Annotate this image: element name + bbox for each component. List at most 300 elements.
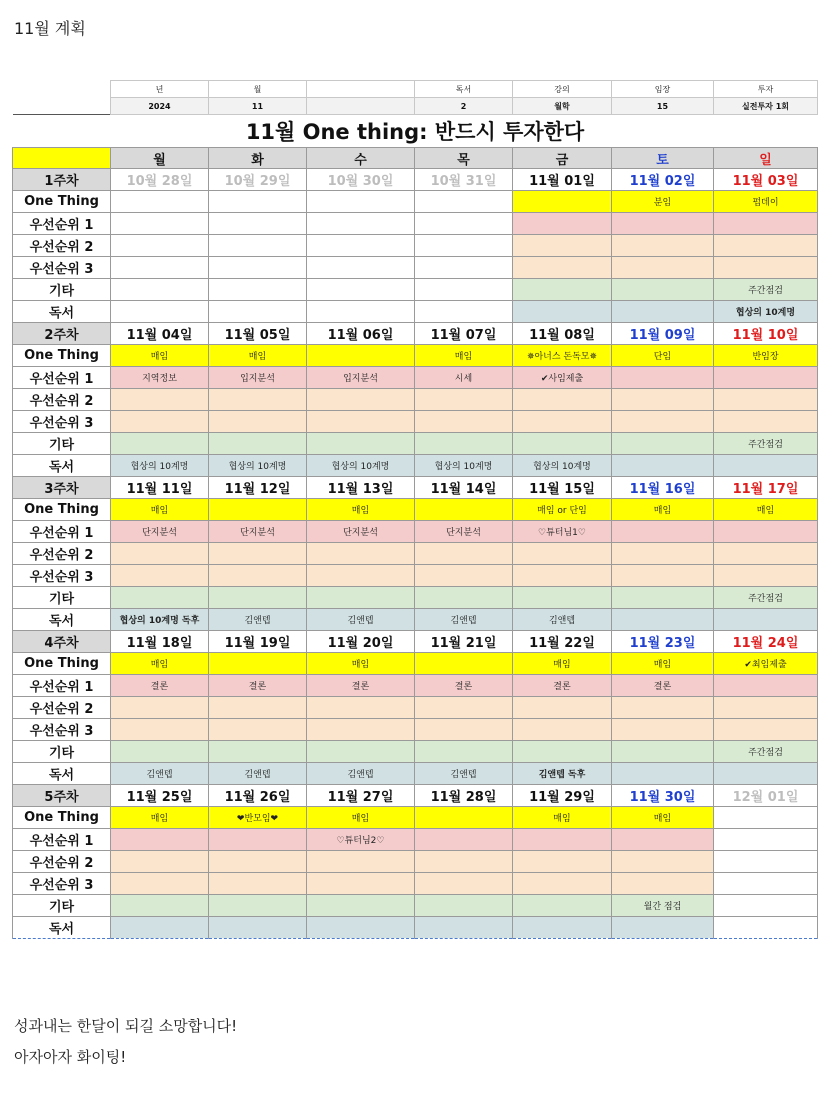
plan-cell[interactable]: 결론 — [111, 675, 209, 697]
date-cell[interactable]: 11월 24일 — [714, 631, 818, 653]
date-cell[interactable]: 10월 28일 — [111, 169, 209, 191]
date-cell[interactable]: 11월 20일 — [307, 631, 415, 653]
row-label[interactable]: 우선순위 2 — [13, 235, 111, 257]
row-label[interactable]: 우선순위 1 — [13, 829, 111, 851]
plan-cell[interactable]: 주간점검 — [714, 587, 818, 609]
date-cell[interactable]: 11월 06일 — [307, 323, 415, 345]
date-cell[interactable]: 11월 12일 — [209, 477, 307, 499]
plan-cell[interactable] — [307, 235, 415, 257]
plan-cell[interactable]: 매임 — [714, 499, 818, 521]
plan-cell[interactable]: 김앤텝 — [111, 763, 209, 785]
plan-cell[interactable] — [209, 653, 307, 675]
meta-value[interactable]: 11 — [209, 98, 307, 115]
plan-cell[interactable] — [513, 895, 612, 917]
plan-cell[interactable] — [209, 257, 307, 279]
date-cell[interactable]: 11월 28일 — [415, 785, 513, 807]
date-cell[interactable]: 11월 11일 — [111, 477, 209, 499]
plan-cell[interactable] — [415, 279, 513, 301]
date-cell[interactable]: 11월 01일 — [513, 169, 612, 191]
plan-cell[interactable]: 협상의 10계명 — [415, 455, 513, 477]
plan-cell[interactable] — [513, 543, 612, 565]
plan-cell[interactable] — [415, 191, 513, 213]
plan-cell[interactable]: 김앤텝 — [307, 763, 415, 785]
meta-key[interactable]: 독서 — [415, 81, 513, 98]
plan-cell[interactable]: 매임 — [415, 345, 513, 367]
plan-cell[interactable]: 매임 — [307, 653, 415, 675]
plan-cell[interactable]: 시세 — [415, 367, 513, 389]
plan-cell[interactable]: 단지분석 — [307, 521, 415, 543]
row-label[interactable]: 독서 — [13, 763, 111, 785]
plan-cell[interactable]: ✔최임제출 — [714, 653, 818, 675]
date-cell[interactable]: 11월 05일 — [209, 323, 307, 345]
meta-value[interactable] — [307, 98, 415, 115]
plan-cell[interactable]: 매임 — [513, 807, 612, 829]
plan-cell[interactable] — [415, 895, 513, 917]
date-cell[interactable]: 11월 03일 — [714, 169, 818, 191]
plan-cell[interactable] — [714, 235, 818, 257]
plan-cell[interactable] — [111, 257, 209, 279]
plan-cell[interactable] — [612, 697, 714, 719]
plan-cell[interactable] — [612, 389, 714, 411]
date-cell[interactable]: 11월 07일 — [415, 323, 513, 345]
plan-cell[interactable] — [111, 301, 209, 323]
plan-cell[interactable] — [415, 235, 513, 257]
plan-cell[interactable]: 매임 — [513, 653, 612, 675]
date-cell[interactable]: 10월 31일 — [415, 169, 513, 191]
plan-cell[interactable] — [111, 719, 209, 741]
plan-cell[interactable]: ♡튜터님1♡ — [513, 521, 612, 543]
plan-cell[interactable]: 월간 점검 — [612, 895, 714, 917]
plan-cell[interactable] — [415, 411, 513, 433]
plan-cell[interactable]: 매임 — [307, 499, 415, 521]
plan-cell[interactable]: 단지분석 — [209, 521, 307, 543]
meta-key[interactable] — [307, 81, 415, 98]
date-cell[interactable]: 11월 09일 — [612, 323, 714, 345]
plan-cell[interactable] — [612, 433, 714, 455]
date-cell[interactable]: 12월 01일 — [714, 785, 818, 807]
plan-cell[interactable] — [209, 433, 307, 455]
row-label[interactable]: 독서 — [13, 301, 111, 323]
plan-cell[interactable] — [714, 917, 818, 939]
plan-cell[interactable] — [513, 433, 612, 455]
plan-cell[interactable] — [714, 213, 818, 235]
plan-cell[interactable] — [714, 851, 818, 873]
plan-cell[interactable] — [612, 543, 714, 565]
plan-cell[interactable]: ✔사임제출 — [513, 367, 612, 389]
plan-cell[interactable] — [307, 213, 415, 235]
row-label[interactable]: 우선순위 3 — [13, 411, 111, 433]
plan-cell[interactable]: 주간점검 — [714, 279, 818, 301]
plan-cell[interactable] — [209, 565, 307, 587]
plan-cell[interactable] — [209, 587, 307, 609]
plan-cell[interactable]: ❤반모임❤ — [209, 807, 307, 829]
plan-cell[interactable]: 김앤텝 — [513, 609, 612, 631]
row-label[interactable]: 기타 — [13, 433, 111, 455]
row-label[interactable]: 우선순위 2 — [13, 389, 111, 411]
plan-cell[interactable]: 주간점검 — [714, 741, 818, 763]
plan-cell[interactable]: 협상의 10계명 — [307, 455, 415, 477]
date-cell[interactable]: 11월 17일 — [714, 477, 818, 499]
plan-cell[interactable]: 결론 — [307, 675, 415, 697]
plan-cell[interactable] — [612, 917, 714, 939]
plan-cell[interactable] — [714, 763, 818, 785]
row-label[interactable]: 우선순위 2 — [13, 851, 111, 873]
plan-cell[interactable] — [612, 609, 714, 631]
plan-cell[interactable] — [209, 213, 307, 235]
plan-cell[interactable]: 펍데이 — [714, 191, 818, 213]
row-label[interactable]: 독서 — [13, 917, 111, 939]
row-label[interactable]: 우선순위 2 — [13, 697, 111, 719]
date-cell[interactable]: 11월 30일 — [612, 785, 714, 807]
plan-cell[interactable]: ♡튜터님2♡ — [307, 829, 415, 851]
plan-cell[interactable]: 김앤텝 — [415, 763, 513, 785]
weekday-header[interactable]: 월 — [111, 148, 209, 169]
weekday-header[interactable]: 일 — [714, 148, 818, 169]
plan-cell[interactable]: 지역정보 — [111, 367, 209, 389]
plan-cell[interactable] — [209, 917, 307, 939]
row-label[interactable]: 기타 — [13, 895, 111, 917]
plan-cell[interactable] — [111, 741, 209, 763]
plan-cell[interactable] — [612, 301, 714, 323]
plan-cell[interactable] — [111, 543, 209, 565]
plan-cell[interactable]: 반임장 — [714, 345, 818, 367]
meta-value[interactable]: 실전투자 1회 — [714, 98, 818, 115]
plan-cell[interactable] — [513, 411, 612, 433]
week-label[interactable]: 2주차 — [13, 323, 111, 345]
plan-cell[interactable] — [513, 279, 612, 301]
plan-cell[interactable] — [612, 565, 714, 587]
date-cell[interactable]: 11월 14일 — [415, 477, 513, 499]
plan-cell[interactable] — [307, 279, 415, 301]
plan-cell[interactable] — [415, 873, 513, 895]
plan-cell[interactable] — [209, 389, 307, 411]
plan-cell[interactable]: 매임 — [612, 807, 714, 829]
meta-value[interactable]: 2024 — [111, 98, 209, 115]
weekday-corner[interactable] — [13, 148, 111, 169]
plan-cell[interactable] — [612, 411, 714, 433]
plan-cell[interactable] — [307, 301, 415, 323]
plan-cell[interactable] — [714, 455, 818, 477]
date-cell[interactable]: 10월 30일 — [307, 169, 415, 191]
plan-cell[interactable] — [612, 521, 714, 543]
date-cell[interactable]: 11월 04일 — [111, 323, 209, 345]
plan-cell[interactable] — [307, 873, 415, 895]
plan-cell[interactable] — [415, 499, 513, 521]
plan-cell[interactable] — [415, 851, 513, 873]
plan-cell[interactable]: 단임 — [612, 345, 714, 367]
weekday-header[interactable]: 화 — [209, 148, 307, 169]
plan-cell[interactable] — [111, 213, 209, 235]
plan-cell[interactable] — [307, 697, 415, 719]
plan-cell[interactable] — [111, 279, 209, 301]
row-label[interactable]: 기타 — [13, 279, 111, 301]
meta-value[interactable]: 2 — [415, 98, 513, 115]
plan-cell[interactable] — [714, 873, 818, 895]
plan-cell[interactable]: 매임 — [111, 653, 209, 675]
plan-cell[interactable] — [209, 279, 307, 301]
plan-cell[interactable] — [111, 917, 209, 939]
date-cell[interactable]: 10월 29일 — [209, 169, 307, 191]
plan-cell[interactable]: 결론 — [513, 675, 612, 697]
plan-cell[interactable] — [209, 411, 307, 433]
plan-cell[interactable]: 매임 — [111, 345, 209, 367]
plan-cell[interactable] — [209, 543, 307, 565]
plan-cell[interactable]: 협상의 10계명 — [209, 455, 307, 477]
plan-cell[interactable] — [612, 213, 714, 235]
plan-cell[interactable] — [612, 257, 714, 279]
weekday-header[interactable]: 토 — [612, 148, 714, 169]
row-label[interactable]: 기타 — [13, 587, 111, 609]
plan-cell[interactable] — [307, 741, 415, 763]
plan-cell[interactable]: 김앤텝 독후 — [513, 763, 612, 785]
meta-key[interactable]: 강의 — [513, 81, 612, 98]
row-label[interactable]: One Thing — [13, 807, 111, 829]
plan-cell[interactable] — [513, 257, 612, 279]
plan-cell[interactable] — [111, 235, 209, 257]
plan-cell[interactable] — [513, 741, 612, 763]
plan-cell[interactable] — [111, 411, 209, 433]
plan-cell[interactable] — [513, 213, 612, 235]
plan-cell[interactable] — [714, 675, 818, 697]
plan-cell[interactable] — [307, 191, 415, 213]
plan-cell[interactable] — [513, 697, 612, 719]
plan-cell[interactable] — [612, 851, 714, 873]
plan-cell[interactable] — [612, 719, 714, 741]
plan-cell[interactable] — [714, 543, 818, 565]
plan-cell[interactable] — [714, 565, 818, 587]
plan-cell[interactable] — [612, 741, 714, 763]
plan-cell[interactable] — [307, 257, 415, 279]
plan-cell[interactable] — [415, 565, 513, 587]
row-label[interactable]: One Thing — [13, 653, 111, 675]
week-label[interactable]: 1주차 — [13, 169, 111, 191]
date-cell[interactable]: 11월 18일 — [111, 631, 209, 653]
meta-key[interactable]: 년 — [111, 81, 209, 98]
plan-cell[interactable] — [307, 411, 415, 433]
meta-corner[interactable] — [13, 98, 111, 115]
plan-cell[interactable]: 단지분석 — [111, 521, 209, 543]
plan-cell[interactable] — [111, 697, 209, 719]
row-label[interactable]: 우선순위 1 — [13, 213, 111, 235]
plan-cell[interactable]: 김앤텝 — [415, 609, 513, 631]
plan-cell[interactable] — [612, 235, 714, 257]
plan-cell[interactable] — [612, 279, 714, 301]
date-cell[interactable]: 11월 29일 — [513, 785, 612, 807]
date-cell[interactable]: 11월 15일 — [513, 477, 612, 499]
plan-cell[interactable] — [612, 455, 714, 477]
plan-cell[interactable]: 협상의 10계명 — [513, 455, 612, 477]
plan-cell[interactable] — [513, 587, 612, 609]
plan-cell[interactable] — [111, 389, 209, 411]
plan-cell[interactable] — [209, 235, 307, 257]
plan-cell[interactable] — [111, 191, 209, 213]
plan-cell[interactable] — [307, 851, 415, 873]
plan-cell[interactable] — [415, 213, 513, 235]
plan-cell[interactable]: 결론 — [209, 675, 307, 697]
date-cell[interactable]: 11월 23일 — [612, 631, 714, 653]
plan-cell[interactable]: ✵아너스 돈독모✵ — [513, 345, 612, 367]
plan-cell[interactable] — [209, 851, 307, 873]
week-label[interactable]: 5주차 — [13, 785, 111, 807]
plan-cell[interactable] — [714, 521, 818, 543]
plan-cell[interactable] — [209, 697, 307, 719]
plan-cell[interactable]: 김앤텝 — [209, 763, 307, 785]
row-label[interactable]: 기타 — [13, 741, 111, 763]
plan-cell[interactable] — [513, 917, 612, 939]
plan-cell[interactable] — [111, 565, 209, 587]
date-cell[interactable]: 11월 13일 — [307, 477, 415, 499]
plan-cell[interactable] — [209, 719, 307, 741]
plan-cell[interactable] — [111, 895, 209, 917]
plan-cell[interactable]: 결론 — [415, 675, 513, 697]
plan-cell[interactable] — [612, 763, 714, 785]
meta-value[interactable]: 월학 — [513, 98, 612, 115]
date-cell[interactable]: 11월 16일 — [612, 477, 714, 499]
plan-cell[interactable]: 김앤텝 — [209, 609, 307, 631]
plan-cell[interactable]: 분임 — [612, 191, 714, 213]
plan-cell[interactable] — [307, 587, 415, 609]
plan-cell[interactable] — [415, 543, 513, 565]
plan-cell[interactable] — [513, 873, 612, 895]
meta-value[interactable]: 15 — [612, 98, 714, 115]
plan-cell[interactable] — [415, 697, 513, 719]
plan-cell[interactable] — [111, 851, 209, 873]
plan-cell[interactable] — [415, 389, 513, 411]
plan-cell[interactable] — [307, 917, 415, 939]
weekday-header[interactable]: 목 — [415, 148, 513, 169]
plan-cell[interactable] — [415, 587, 513, 609]
plan-cell[interactable] — [307, 565, 415, 587]
plan-cell[interactable] — [209, 301, 307, 323]
plan-cell[interactable] — [209, 873, 307, 895]
plan-cell[interactable] — [415, 433, 513, 455]
plan-title[interactable]: 11월 One thing: 반드시 투자한다 — [13, 115, 818, 148]
plan-cell[interactable] — [513, 191, 612, 213]
plan-cell[interactable] — [307, 433, 415, 455]
plan-cell[interactable] — [714, 389, 818, 411]
plan-cell[interactable]: 입지분석 — [209, 367, 307, 389]
plan-cell[interactable] — [111, 587, 209, 609]
row-label[interactable]: 우선순위 3 — [13, 719, 111, 741]
plan-cell[interactable] — [415, 257, 513, 279]
row-label[interactable]: 우선순위 3 — [13, 565, 111, 587]
row-label[interactable]: 우선순위 2 — [13, 543, 111, 565]
plan-cell[interactable] — [513, 719, 612, 741]
plan-cell[interactable]: 매임 — [111, 499, 209, 521]
row-label[interactable]: 우선순위 1 — [13, 675, 111, 697]
date-cell[interactable]: 11월 02일 — [612, 169, 714, 191]
row-label[interactable]: 우선순위 1 — [13, 367, 111, 389]
plan-cell[interactable] — [415, 829, 513, 851]
plan-cell[interactable] — [714, 829, 818, 851]
date-cell[interactable]: 11월 21일 — [415, 631, 513, 653]
plan-cell[interactable]: 협상의 10계명 — [111, 455, 209, 477]
date-cell[interactable]: 11월 27일 — [307, 785, 415, 807]
plan-cell[interactable]: 결론 — [612, 675, 714, 697]
meta-key[interactable]: 월 — [209, 81, 307, 98]
plan-cell[interactable]: 협상의 10계명 — [714, 301, 818, 323]
plan-cell[interactable] — [209, 499, 307, 521]
plan-cell[interactable]: 매임 or 단임 — [513, 499, 612, 521]
plan-cell[interactable] — [714, 257, 818, 279]
plan-cell[interactable]: 주간점검 — [714, 433, 818, 455]
plan-cell[interactable] — [111, 873, 209, 895]
plan-cell[interactable]: 입지분석 — [307, 367, 415, 389]
plan-cell[interactable] — [714, 411, 818, 433]
date-cell[interactable]: 11월 25일 — [111, 785, 209, 807]
plan-cell[interactable] — [307, 345, 415, 367]
plan-cell[interactable] — [209, 741, 307, 763]
row-label[interactable]: One Thing — [13, 345, 111, 367]
plan-cell[interactable] — [513, 851, 612, 873]
plan-cell[interactable] — [111, 433, 209, 455]
plan-cell[interactable] — [714, 609, 818, 631]
plan-cell[interactable] — [209, 191, 307, 213]
plan-cell[interactable] — [307, 895, 415, 917]
row-label[interactable]: 독서 — [13, 455, 111, 477]
date-cell[interactable]: 11월 22일 — [513, 631, 612, 653]
date-cell[interactable]: 11월 10일 — [714, 323, 818, 345]
plan-cell[interactable] — [415, 653, 513, 675]
meta-corner[interactable] — [13, 81, 111, 98]
plan-cell[interactable] — [415, 301, 513, 323]
plan-cell[interactable] — [513, 565, 612, 587]
plan-cell[interactable]: 단지분석 — [415, 521, 513, 543]
date-cell[interactable]: 11월 19일 — [209, 631, 307, 653]
date-cell[interactable]: 11월 26일 — [209, 785, 307, 807]
plan-cell[interactable] — [415, 807, 513, 829]
plan-cell[interactable] — [714, 697, 818, 719]
plan-cell[interactable]: 매임 — [612, 499, 714, 521]
row-label[interactable]: 우선순위 3 — [13, 257, 111, 279]
weekday-header[interactable]: 수 — [307, 148, 415, 169]
plan-cell[interactable] — [714, 719, 818, 741]
plan-cell[interactable] — [307, 389, 415, 411]
plan-cell[interactable] — [612, 829, 714, 851]
plan-cell[interactable] — [513, 829, 612, 851]
plan-cell[interactable] — [612, 367, 714, 389]
plan-cell[interactable] — [714, 367, 818, 389]
plan-cell[interactable] — [307, 719, 415, 741]
plan-cell[interactable] — [714, 807, 818, 829]
plan-cell[interactable]: 김앤텝 — [307, 609, 415, 631]
weekday-header[interactable]: 금 — [513, 148, 612, 169]
plan-cell[interactable] — [415, 741, 513, 763]
plan-cell[interactable] — [612, 587, 714, 609]
plan-cell[interactable] — [513, 389, 612, 411]
plan-cell[interactable] — [714, 895, 818, 917]
plan-cell[interactable]: 매임 — [209, 345, 307, 367]
plan-cell[interactable] — [612, 873, 714, 895]
meta-key[interactable]: 투자 — [714, 81, 818, 98]
meta-key[interactable]: 임장 — [612, 81, 714, 98]
plan-cell[interactable] — [415, 719, 513, 741]
plan-cell[interactable] — [513, 235, 612, 257]
week-label[interactable]: 4주차 — [13, 631, 111, 653]
row-label[interactable]: 독서 — [13, 609, 111, 631]
plan-cell[interactable] — [415, 917, 513, 939]
plan-cell[interactable] — [209, 895, 307, 917]
week-label[interactable]: 3주차 — [13, 477, 111, 499]
row-label[interactable]: One Thing — [13, 191, 111, 213]
plan-cell[interactable]: 매임 — [307, 807, 415, 829]
plan-cell[interactable] — [513, 301, 612, 323]
row-label[interactable]: 우선순위 3 — [13, 873, 111, 895]
plan-cell[interactable]: 매임 — [111, 807, 209, 829]
plan-cell[interactable] — [209, 829, 307, 851]
plan-cell[interactable] — [307, 543, 415, 565]
row-label[interactable]: 우선순위 1 — [13, 521, 111, 543]
